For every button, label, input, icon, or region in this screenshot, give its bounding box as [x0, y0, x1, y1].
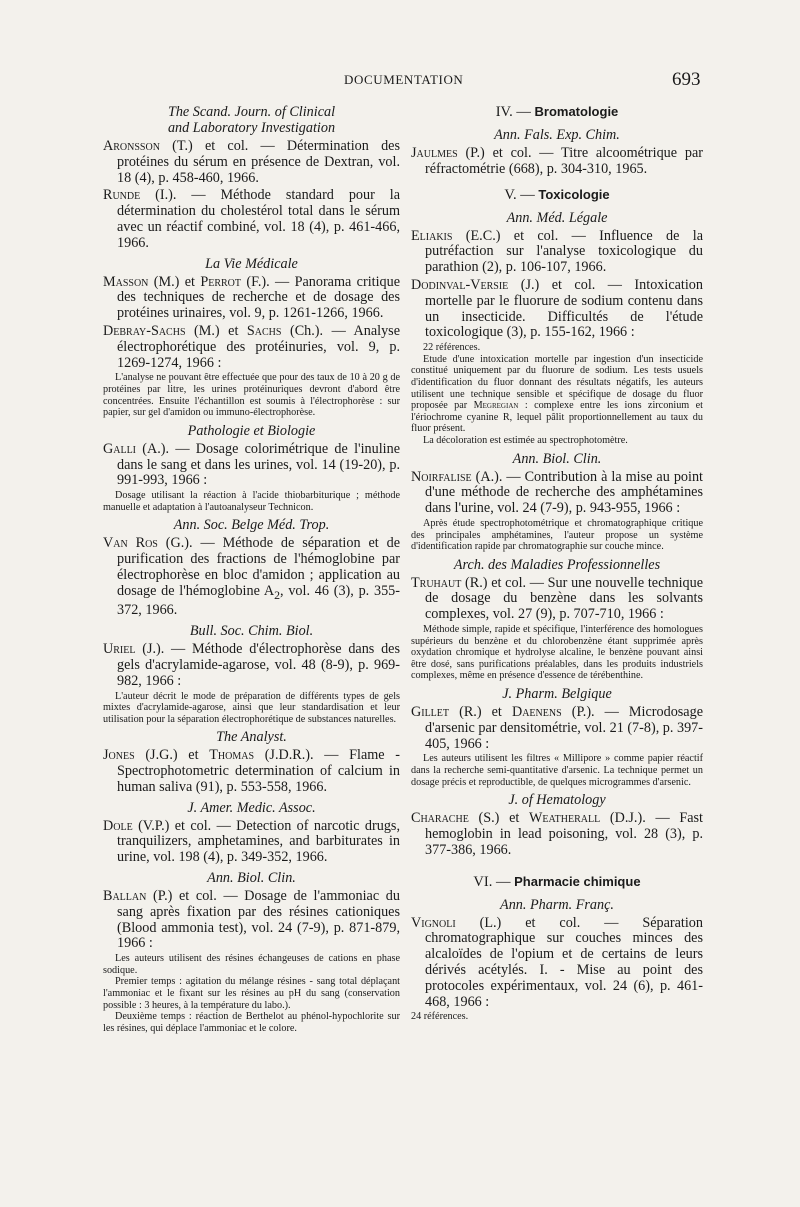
- bibliography-entry: Charache (S.) et Weatherall (D.J.). — Fast hemoglobin in lead poisoning, vol. 28 (3), p. 377-386, 1966.: [411, 810, 703, 858]
- entry-text: (F.). — Panorama critique des techniques de recherche et de dosage des protéines urinaires, vol. 9, p. 1261-1266, 1966.: [117, 273, 400, 322]
- entry-text: (J.D.R.). — Flame - Spectrophotometric determination of calcium in human saliva (91), p. 553-558, 1966.: [117, 747, 400, 795]
- journal-title: La Vie Médicale: [205, 255, 298, 272]
- entry-text: (J.) et col. — Intoxication mortelle par le fluorure de sodium contenu dans un insecticide. Difficultés de l'étude toxicologique (3), p. 155-162, 1966 :: [425, 276, 703, 341]
- author-name: Weatherall: [529, 810, 601, 827]
- section-heading: V. — Toxicologie: [504, 186, 610, 203]
- entry-text: (A.). — Contribution à la mise au point d'une méthode de recherche des amphétamines dans l'urine, vol. 24 (7-9), p. 943-955, 1966 :: [425, 468, 703, 517]
- author-name: Uriel: [103, 641, 136, 658]
- author-name: Gillet: [411, 704, 450, 721]
- author-name: Masson: [103, 273, 149, 290]
- journal-title: Ann. Méd. Légale: [506, 209, 608, 226]
- bibliography-entry: Gillet (R.) et Daenens (P.). — Microdosage d'arsenic par densitométrie, vol. 21 (7-8), p. 397-405, 1966 : Les auteurs utilisent les filtres « Millipore » comme papier réactif dans la recherche semi-quantitative d'arsenic. La technique permet un dosage précis et reproductible, de quelques microgrammes d'arsenic.: [411, 704, 703, 788]
- journal-title: Pathologie et Biologie: [187, 422, 316, 439]
- author-name: Sachs: [246, 322, 282, 339]
- entry-text: (P.) et col. — Dosage de l'ammoniac du sang après fixation par des résines cationiques (Blood ammonia test), vol. 24 (7-9), p. 871-879, 1966 :: [117, 888, 400, 952]
- abstract-note: Les auteurs utilisent les filtres « Millipore » comme papier réactif dans la recherche semi-quantitative d'arsenic. La technique permet un dosage précis et reproductible, de quelques microgrammes d'arsenic.: [411, 753, 703, 788]
- bibliography-entry: Debray-Sachs (M.) et Sachs (Ch.). — Analyse électrophorétique des protéinuries, vol. 9, p. 1269-1274, 1966 : L'analyse ne pouvant être effectuée que pour des taux de 10 à 20 g de protéines par litre, les urines protéinuriques devront d'abord être concentrées. Ensuite l'échantillon est soumis à l'électrophorèse : sur papier, sur gel d'amidon ou immuno-électrophorèse.: [103, 322, 400, 419]
- left-column: [103, 100, 400, 1037]
- bibliography-entry: [411, 278, 703, 447]
- author-name: Ballan: [103, 888, 147, 905]
- bibliography-entry: [411, 146, 703, 178]
- right-column: [411, 100, 703, 1026]
- bibliography-entry: Van Ros (G.). — Méthode de séparation et de purification des fractions de l'hémoglobine par électrophorèse en bloc d'amidon ; application au dosage de l'hémoglobine $A_2$, vol. 46 (3), p. 355-372, 1966.: [103, 535, 401, 619]
- page-number: 693: [672, 69, 701, 90]
- abstract-note: 22 références. Etude d'une intoxication mortelle par ingestion d'un insecticide constitué uniquement par du fluorure de sodium. Les tests usuels d'identification du fluor donnant des résultats négatifs, les auteurs utilisent une technique sensible et spécifique de dosage du fluor proposée par Megregian : complexe entre les ions zirconium et l'ériochrome cyanine R, lequel pâlit proportionnellement au taux du fluor présent. La décoloration est estimée au spectrophotomètre.: [411, 342, 703, 446]
- author-name: Jones: [103, 747, 135, 764]
- author-name: Charache: [411, 810, 469, 827]
- entry-text: (V.P.) et col. — Detection of narcotic drugs, tranquilizers, amphetamines, and barbiturates in urine, vol. 198 (4), p. 349-352, 1966.: [117, 817, 400, 866]
- running-title: DOCUMENTATION: [344, 72, 464, 87]
- journal-title: Ann. Biol. Clin.: [512, 450, 602, 467]
- entry-text: (J.). — Méthode d'électrophorèse dans des gels d'acrylamide-agarose, vol. 48 (8-9), p. 969-982, 1966 :: [117, 641, 400, 689]
- author-name: Eliakis: [411, 227, 453, 244]
- author-name: Truhaut: [411, 574, 462, 591]
- author-name: Dole: [103, 817, 133, 834]
- journal-title: J. Amer. Medic. Assoc.: [187, 799, 316, 816]
- journal-title: Ann. Fals. Exp. Chim.: [494, 127, 620, 143]
- bibliography-entry: Jones (J.G.) et Thomas (J.D.R.). — Flame - Spectrophotometric determination of calcium in human saliva (91), p. 553-558, 1966.: [103, 747, 400, 795]
- bibliography-entry: [411, 576, 703, 682]
- author-name: Aronsson: [103, 138, 160, 154]
- author-name: Jaulmes: [411, 145, 458, 161]
- journal-title: The Analyst.: [216, 729, 287, 746]
- bibliography-entry: [411, 229, 703, 276]
- author-name: Noirfalise: [411, 468, 472, 485]
- bibliography-entry: [103, 642, 400, 725]
- journal-title: Ann. Biol. Clin.: [207, 870, 296, 887]
- journal-title: The Scand. Journ. of Clinical and Laboratory Investigation: [167, 104, 336, 136]
- author-name: Thomas: [209, 747, 255, 764]
- journal-title: Ann. Soc. Belge Méd. Trop.: [173, 517, 330, 534]
- bibliography-entry: [411, 916, 703, 1023]
- abstract-note: L'auteur décrit le mode de préparation de différents types de gels mixtes d'acrylamide-agarose, ainsi que leur standardisation et leur utilisation pour la séparation électrophorétique de substances naturelles.: [103, 690, 400, 725]
- bibliography-entry: Masson (M.) et Perrot (F.). — Panorama critique des techniques de recherche et de dosage des protéines urinaires, vol. 9, p. 1261-1266, 1966.: [103, 273, 400, 322]
- bibliography-entry: [103, 819, 400, 866]
- entry-text: (Ch.). — Analyse électrophorétique des protéinuries, vol. 9, p. 1269-1274, 1966 :: [117, 322, 400, 371]
- author-name: Van Ros: [103, 535, 158, 552]
- bibliography-entry: [103, 139, 400, 186]
- abstract-note: Dosage utilisant la réaction à l'acide thiobarbiturique ; méthode manuelle et adaptation à l'autoanalyseur Technicon.: [103, 490, 400, 513]
- running-head: [0, 69, 800, 92]
- author-name: Runde: [103, 187, 141, 204]
- entry-text: (A.). — Dosage colorimétrique de l'inuline dans le sang et dans les urines, vol. 14 (19-20), p. 991-993, 1966 :: [117, 440, 400, 489]
- bibliography-entry: [411, 470, 703, 553]
- journal-title: Arch. des Maladies Professionnelles: [453, 556, 661, 573]
- entry-text: (D.J.). — Fast hemoglobin in lead poisoning, vol. 28 (3), p. 377-386, 1966.: [425, 810, 703, 858]
- bibliography-entry: [103, 188, 400, 251]
- entry-text: (G.). — Méthode de séparation et de purification des fractions de l'hémoglobine par électrophorèse en bloc d'amidon ; application au dosage de l'hémoglobine A: [117, 535, 401, 599]
- abstract-note: 24 références.: [411, 1011, 469, 1023]
- abstract-note: Les auteurs utilisent des résines échangeuses de cations en phase sodique. Premier temps : agitation du mélange résines - sang total déplaçant l'ammoniac et le fixant sur les résines au pH du sang (conservation possible : 3 heures, à la température du labo.). Deuxième temps : réaction de Berthelot au phénol-hypochlorite sur les résines, qui déplace l'ammoniac et le colore.: [103, 953, 400, 1034]
- entry-text: (P.). — Microdosage d'arsenic par densitométrie, vol. 21 (7-8), p. 397-405, 1966 :: [425, 704, 703, 752]
- entry-text: (P.) et col. — Titre alcoométrique par réfractométrie (668), p. 304-310, 1965.: [425, 145, 703, 177]
- author-name: Perrot: [200, 273, 242, 290]
- journal-title: Bull. Soc. Chim. Biol.: [189, 623, 314, 640]
- journal-title: J. of Hematology: [508, 792, 606, 809]
- entry-text: (L.) et col. — Séparation chromatographique sur couches minces des alcaloïdes de l'opium et de certains de leurs dérivés acétylés. I. - Mise au point des protocoles expérimentaux, vol. 24 (6), p. 461-468, 1966 :: [425, 914, 703, 1010]
- section-heading: VI. — Pharmacie chimique: [473, 873, 641, 890]
- entry-text: (R.) et col. — Sur une nouvelle technique de dosage du benzène dans les solvants complexes, vol. 27 (9), p. 707-710, 1966 :: [425, 574, 703, 623]
- bibliography-entry: [103, 889, 400, 1034]
- journal-title: J. Pharm. Belgique: [502, 686, 612, 703]
- abstract-note: L'analyse ne pouvant être effectuée que pour des taux de 10 à 20 g de protéines par litre, les urines protéinuriques devront d'abord être concentrées. Ensuite l'échantillon est soumis à l'électrophorèse : sur papier, sur gel d'amidon ou immuno-électrophorèse.: [103, 372, 400, 419]
- abstract-note: Méthode simple, rapide et spécifique, l'interférence des homologues supérieurs du benzène et du chlorobenzène étant supprimée après oxydation chromique et hydrolyse alcaline, le benzène pouvant ainsi être dosé, sans purifications préalables, dans les produits industriels complexes, même en présence d'essence de térébenthine.: [411, 624, 703, 682]
- bibliography-entry: [103, 442, 400, 514]
- journal-title: Ann. Pharm. Franç.: [500, 896, 614, 913]
- section-heading: IV. — Bromatologie: [495, 104, 619, 120]
- author-name: Galli: [103, 440, 137, 457]
- entry-text: (I.). — Méthode standard pour la détermination du cholestérol total dans le sérum avec un réactif combiné, vol. 18 (4), p. 461-466, 1966.: [117, 187, 400, 251]
- abstract-note: Après étude spectrophotométrique et chromatographique critique des principales amphétamines, l'auteur propose un système d'identification rapide par chromatographie sur couche mince.: [411, 517, 703, 553]
- author-name: Daenens: [511, 704, 562, 721]
- author-name: Vignoli: [411, 914, 456, 931]
- entry-text: (T.) et col. — Détermination des protéines du sérum en présence de Dextran, vol. 18 (4), p. 458-460, 1966.: [117, 138, 400, 186]
- entry-text: (E.C.) et col. — Influence de la putréfaction sur l'analyse toxicologique du parathion (2), p. 106-107, 1966.: [425, 227, 703, 276]
- author-name: Dodinval-Versie: [411, 276, 509, 293]
- author-name: Debray-Sachs: [103, 322, 186, 339]
